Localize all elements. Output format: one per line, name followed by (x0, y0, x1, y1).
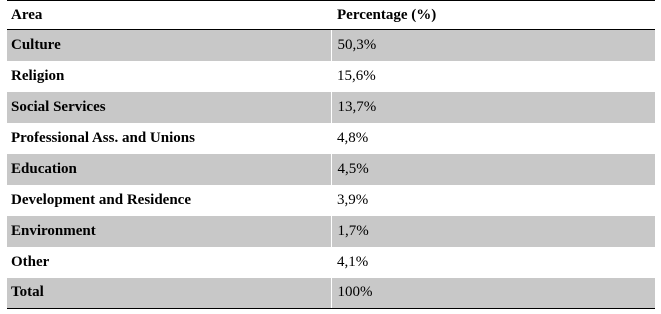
column-header-area: Area (7, 1, 331, 30)
percentage-cell: 4,1% (337, 253, 369, 270)
area-percentage-table-container (7, 0, 655, 309)
table-body (7, 30, 655, 309)
column-header-percentage: Percentage (%) (331, 1, 655, 30)
table-row (7, 154, 655, 185)
total-label-cell: Total (7, 278, 331, 309)
area-cell: Culture (7, 30, 331, 61)
header-row (7, 1, 655, 30)
area-cell: Development and Residence (11, 191, 191, 208)
table-row (7, 123, 655, 154)
table-row (7, 185, 655, 216)
percentage-cell: 4,5% (331, 154, 655, 185)
total-percentage-cell: 100% (331, 278, 655, 309)
percentage-cell: 15,6% (337, 67, 376, 84)
table-row-total (7, 278, 655, 309)
area-cell: Education (7, 154, 331, 185)
percentage-cell: 50,3% (331, 30, 655, 61)
area-percentage-table (7, 0, 655, 309)
area-cell: Religion (11, 67, 65, 84)
area-cell: Environment (7, 216, 331, 247)
area-cell: Social Services (7, 92, 331, 123)
percentage-cell: 1,7% (331, 216, 655, 247)
percentage-cell: 13,7% (331, 92, 655, 123)
table-row (7, 61, 655, 92)
table-row (7, 247, 655, 278)
table-row (7, 216, 655, 247)
percentage-cell: 3,9% (337, 191, 369, 208)
table-row (7, 92, 655, 123)
table-row (7, 30, 655, 61)
percentage-cell: 4,8% (337, 129, 369, 146)
area-cell: Other (11, 253, 50, 270)
table-header (7, 1, 655, 30)
area-cell: Professional Ass. and Unions (11, 129, 195, 146)
